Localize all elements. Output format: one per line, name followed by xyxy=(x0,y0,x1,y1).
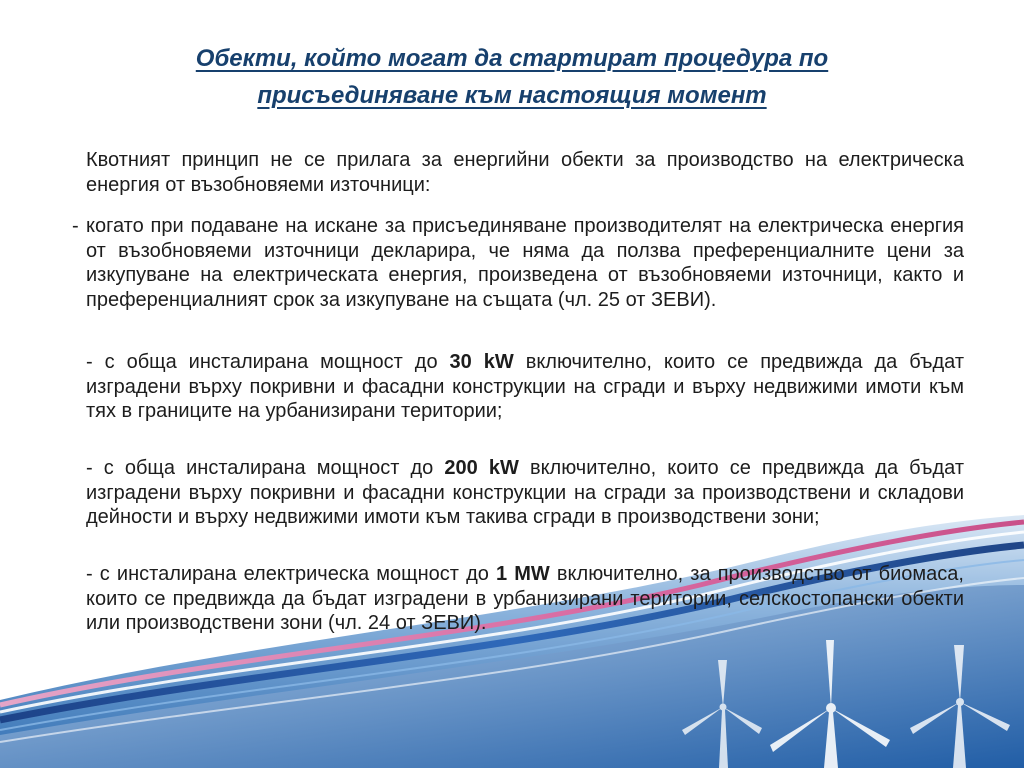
bullet-declaration-text: когато при подаване на искане за присъединяване производителят на електрическа енергия от възобновяеми източници декларира, че няма да ползва преференциалните цени за изкупуване на електрическата енергия, произведена от възобновяеми източници, както и преференциалният срок за изкупуване на същата (чл. 25 от ЗЕВИ). xyxy=(86,215,964,311)
slide-title-line2: присъединяване към настоящия момент xyxy=(257,82,767,109)
bullet-dash: - xyxy=(72,215,79,237)
bullet-1mw xyxy=(86,562,964,636)
bullet-200kw-power: 200 kW xyxy=(444,457,519,479)
intro-paragraph: Квотният принцип не се прилага за енергийни обекти за производство на електрическа енергия от възобновяеми източници: xyxy=(86,149,964,196)
bullet-declaration xyxy=(72,214,964,312)
bullet-200kw-prefix: - с обща инсталирана мощност до xyxy=(86,457,445,479)
slide-title-line1: Обекти, който могат да стартират процедура по xyxy=(195,45,829,72)
bullet-1mw-suffix: включително, за производство от биомаса, които се предвижда да бъдат изградени в урбанизирани територии, селскостопански обекти или производствени зони (чл. 24 от ЗЕВИ). xyxy=(86,563,964,634)
slide-title xyxy=(100,40,924,114)
bullet-1mw-power: 1 MW xyxy=(496,563,550,585)
bullet-30kw-prefix: - с обща инсталирана мощност до xyxy=(86,351,450,373)
bullet-1mw-prefix: - с инсталирана електрическа мощност до xyxy=(86,563,496,585)
bullet-200kw xyxy=(86,456,964,530)
bullet-200kw-suffix: включително, които се предвижда да бъдат изградени върху покривни и фасадни конструкции на сгради за производствени и складови дейности и върху недвижими имоти към такива сгради в производствени зони; xyxy=(86,457,964,528)
bullet-30kw-power: 30 kW xyxy=(449,351,514,373)
bullet-30kw-suffix: включително, които се предвижда да бъдат изградени върху покривни и фасадни конструкции на сгради и върху недвижими имоти към тях в границите на урбанизирани територии; xyxy=(86,351,964,422)
bullet-30kw xyxy=(86,350,964,424)
